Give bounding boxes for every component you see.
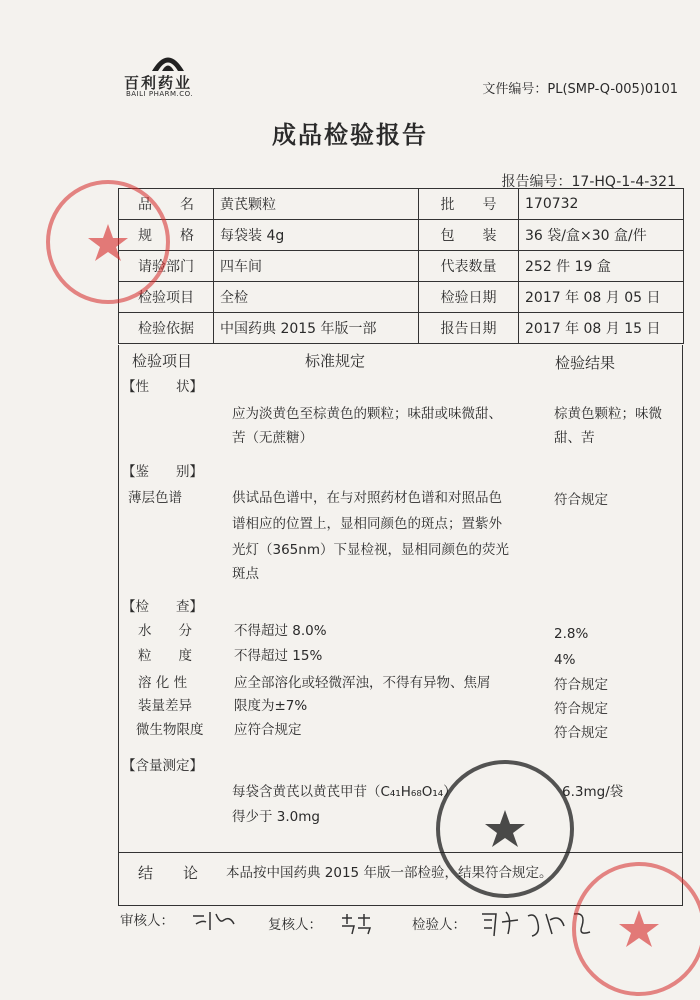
document-number: 文件编号：PL(SMP-Q-005)0101 (482, 82, 678, 97)
info-row (119, 220, 684, 251)
standard-text: 不得超过 8.0% (234, 623, 327, 639)
result-text: 甜、苦 (554, 430, 595, 446)
section-title-appearance: 【性 状】 (122, 379, 203, 395)
company-logo-icon (150, 50, 186, 72)
section-title-assay: 【含量测定】 (122, 758, 203, 774)
info-label: 代表数量 (419, 251, 519, 282)
info-value: 黄芪颗粒 (214, 189, 419, 220)
standard-text: 应符合规定 (234, 722, 302, 738)
info-label: 检验项目 (119, 282, 214, 313)
test-item-label: 溶 化 性 (138, 675, 188, 691)
standard-text: 谱相应的位置上，显相同颜色的斑点；置紫外 (232, 516, 502, 532)
page-title: 成品检验报告 (272, 121, 428, 149)
info-label: 包 装 (419, 220, 519, 251)
result-text: 符合规定 (554, 701, 608, 717)
company-quality-seal (436, 760, 574, 898)
info-value: 每袋装 4g (214, 220, 419, 251)
company-name-cn: 百利药业 (124, 74, 193, 92)
result-text: 符合规定 (554, 725, 608, 741)
info-value: 2017 年 08 月 05 日 (519, 282, 684, 313)
test-item-label: 装量差异 (138, 698, 192, 714)
quality-dept-seal-left (46, 180, 170, 304)
info-label: 批 号 (419, 189, 519, 220)
rechecker-label: 复核人： (268, 917, 322, 933)
info-row (119, 189, 684, 220)
report-number: 报告编号：17-HQ-1-4-321 (501, 174, 676, 190)
standard-text: 不得超过 15% (234, 648, 323, 664)
info-row (119, 313, 684, 344)
reviewer-signature (190, 908, 240, 932)
inspector-label: 检验人： (412, 917, 466, 933)
result-text: 符合规定 (554, 677, 608, 693)
results-frame (118, 345, 683, 906)
result-text: 4% (554, 652, 576, 668)
standard-text: 应全部溶化或轻微浑浊，不得有异物、焦屑 (234, 675, 491, 691)
info-value: 中国药典 2015 年版一部 (214, 313, 419, 344)
info-label: 品 名 (119, 189, 214, 220)
standard-text: 限度为±7% (234, 698, 308, 714)
standard-text: 斑点 (232, 566, 259, 582)
result-text: 棕黄色颗粒；味微 (554, 406, 662, 422)
result-text: 2.8% (554, 626, 589, 642)
standard-text: 光灯（365nm）下显检视，显相同颜色的荧光 (232, 542, 509, 558)
rechecker-signature (338, 912, 374, 936)
conclusion-text: 本品按中国药典 2015 年版一部检验，结果符合规定。 (226, 865, 553, 881)
section-title-inspection: 【检 查】 (122, 599, 203, 615)
standard-text: 得少于 3.0mg (232, 809, 320, 825)
column-header-item: 检验项目 (132, 352, 193, 370)
test-item-label: 薄层色谱 (128, 490, 182, 506)
standard-text: 每袋含黄芪以黄芪甲苷（C₄₁H₆₈O₁₄） (232, 784, 457, 800)
info-value: 2017 年 08 月 15 日 (519, 313, 684, 344)
conclusion-label: 结 论 (138, 864, 199, 882)
info-row (119, 282, 684, 313)
info-label: 请验部门 (119, 251, 214, 282)
product-info-table (118, 188, 684, 344)
standard-text: 应为淡黄色至棕黄色的颗粒；味甜或味微甜、 (232, 406, 502, 422)
info-row (119, 251, 684, 282)
standard-text: 苦（无蔗糖） (232, 430, 313, 446)
info-value: 36 袋/盒×30 盒/件 (519, 220, 684, 251)
result-text: 6.3mg/袋 (562, 784, 624, 800)
info-value: 252 件 19 盒 (519, 251, 684, 282)
test-item-label: 微生物限度 (136, 722, 204, 738)
column-header-result: 检验结果 (555, 354, 616, 372)
conclusion-divider (118, 852, 682, 853)
test-item-label: 水 分 (138, 623, 192, 639)
column-header-standard: 标准规定 (305, 352, 366, 370)
result-text: 符合规定 (554, 492, 608, 508)
info-value: 全检 (214, 282, 419, 313)
info-label: 检验依据 (119, 313, 214, 344)
company-name-en: BAILI PHARM.CO. (126, 90, 194, 98)
section-title-identification: 【鉴 别】 (122, 464, 203, 480)
info-label: 报告日期 (419, 313, 519, 344)
test-item-label: 粒 度 (138, 648, 192, 664)
customer-seal-right (572, 862, 700, 996)
reviewer-label: 审核人： (120, 913, 174, 929)
info-label: 规 格 (119, 220, 214, 251)
standard-text: 供试品色谱中，在与对照药材色谱和对照品色 (232, 490, 502, 506)
info-label: 检验日期 (419, 282, 519, 313)
info-value: 170732 (519, 189, 684, 220)
info-value: 四车间 (214, 251, 419, 282)
